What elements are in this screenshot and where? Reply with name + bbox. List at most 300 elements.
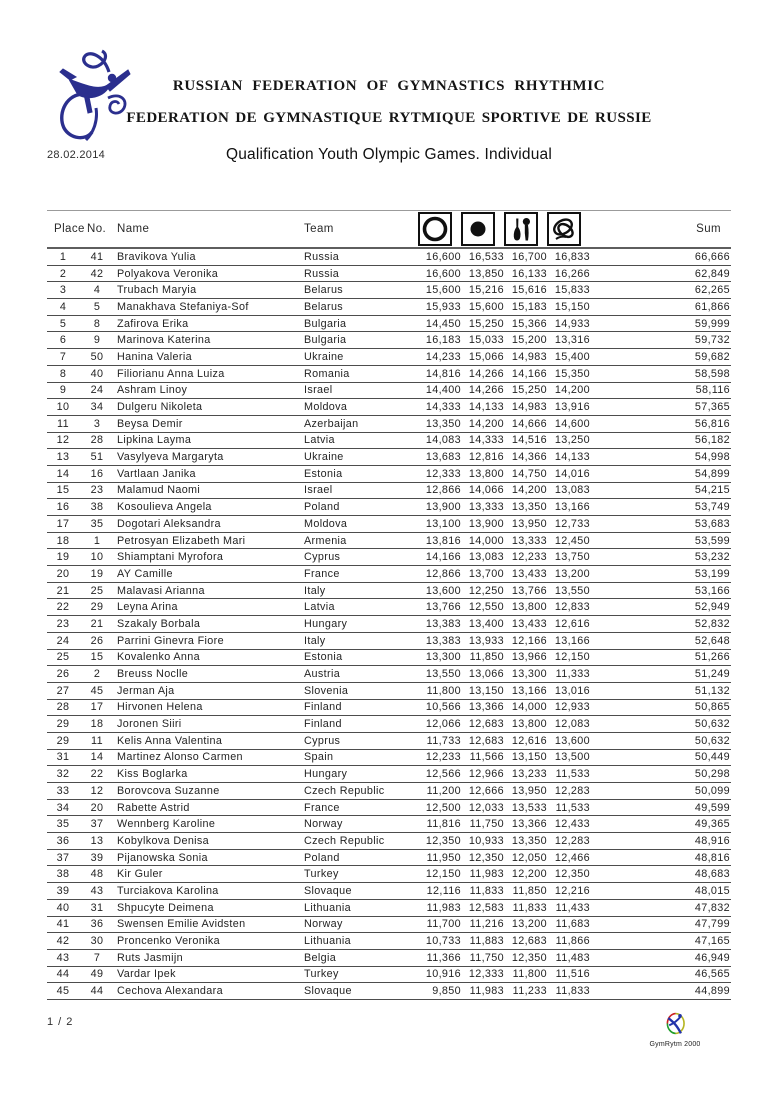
row-score-clubs: 15,183: [511, 300, 547, 313]
row-score-hoop: 13,300: [425, 651, 461, 664]
row-team: Czech Republic: [304, 784, 385, 797]
table-row: [47, 249, 731, 266]
row-number: 9: [93, 334, 101, 347]
row-score-hoop: 14,166: [425, 551, 461, 564]
row-score-hoop: 12,333: [425, 467, 461, 480]
row-score-clubs: 13,366: [511, 818, 547, 831]
row-score-ball: 11,983: [469, 868, 504, 881]
row-score-hoop: 13,600: [425, 584, 461, 597]
table-row: [47, 983, 731, 1000]
row-score-hoop: 13,683: [425, 451, 461, 464]
row-score-hoop: 10,916: [425, 968, 461, 981]
table-row: [47, 866, 731, 883]
row-score-clubs: 13,166: [511, 684, 547, 697]
row-place: 41: [56, 918, 70, 931]
row-place: 29: [56, 718, 70, 731]
row-name: Dulgeru Nikoleta: [117, 401, 203, 414]
row-score-ball: 14,000: [468, 534, 504, 547]
row-score-clubs: 14,516: [511, 434, 547, 447]
row-name: Swensen Emilie Avidsten: [117, 918, 246, 931]
row-score-ribbon: 13,166: [554, 501, 590, 514]
row-place: 12: [56, 434, 70, 447]
row-score-hoop: 13,900: [425, 501, 461, 514]
table-row: [47, 516, 731, 533]
row-team: Czech Republic: [304, 834, 385, 847]
row-team: Turkey: [304, 868, 339, 881]
row-score-hoop: 13,350: [425, 417, 461, 430]
row-score-hoop: 13,383: [425, 634, 461, 647]
row-sum: 54,998: [694, 451, 730, 464]
row-team: Hungary: [304, 768, 348, 781]
row-score-ribbon: 15,150: [554, 300, 590, 313]
row-score-ribbon: 11,533: [555, 768, 590, 781]
row-score-clubs: 14,200: [511, 484, 547, 497]
row-sum: 62,849: [694, 267, 730, 280]
row-score-ball: 15,033: [468, 334, 504, 347]
row-name: Kelis Anna Valentina: [117, 734, 223, 747]
table-row: [47, 733, 731, 750]
row-score-ribbon: 11,433: [555, 901, 590, 914]
row-sum: 53,749: [694, 501, 730, 514]
row-team: Slovenia: [304, 684, 349, 697]
row-place: 36: [56, 834, 70, 847]
column-header-team: Team: [304, 223, 334, 235]
table-row: [47, 950, 731, 967]
row-score-ribbon: 11,866: [555, 935, 590, 948]
table-row: [47, 299, 731, 316]
row-score-clubs: 15,366: [511, 317, 547, 330]
row-name: Ashram Linoy: [117, 384, 188, 397]
row-number: 26: [90, 634, 104, 647]
competition-subtitle: Qualification Youth Olympic Games. Individual: [225, 146, 553, 163]
table-row: [47, 366, 731, 383]
row-score-clubs: 12,350: [511, 951, 547, 964]
row-score-ribbon: 13,200: [554, 567, 590, 580]
row-score-clubs: 15,616: [511, 284, 547, 297]
row-name: Lipkina Layma: [117, 434, 192, 447]
column-header-place: Place: [54, 223, 85, 235]
row-team: Ukraine: [304, 350, 344, 363]
row-score-hoop: 14,816: [425, 367, 461, 380]
row-place: 1: [59, 250, 67, 263]
row-score-ball: 12,816: [468, 451, 504, 464]
row-name: Ruts Jasmijn: [117, 951, 183, 964]
table-row: [47, 332, 731, 349]
row-score-hoop: 9,850: [432, 985, 461, 998]
row-score-ribbon: 11,483: [555, 951, 590, 964]
row-name: Joronen Siiri: [117, 718, 182, 731]
row-score-hoop: 11,816: [426, 818, 461, 831]
row-score-clubs: 13,300: [511, 668, 547, 681]
row-name: Turciakova Karolina: [117, 884, 219, 897]
row-sum: 54,215: [694, 484, 730, 497]
row-number: 34: [90, 401, 104, 414]
row-number: 23: [90, 484, 104, 497]
row-score-ball: 13,900: [468, 517, 504, 530]
row-score-hoop: 15,933: [425, 300, 461, 313]
row-place: 8: [59, 367, 67, 380]
table-row: [47, 833, 731, 850]
row-number: 41: [90, 250, 104, 263]
row-sum: 50,099: [694, 784, 730, 797]
row-team: Bulgaria: [304, 334, 347, 347]
row-name: Petrosyan Elizabeth Mari: [117, 534, 246, 547]
row-score-ball: 11,833: [469, 884, 504, 897]
row-score-ball: 13,850: [468, 267, 504, 280]
row-number: 45: [90, 684, 104, 697]
row-name: Shpucyte Deimena: [117, 901, 214, 914]
row-place: 28: [56, 701, 70, 714]
row-score-clubs: 15,250: [511, 384, 547, 397]
row-score-hoop: 14,450: [425, 317, 461, 330]
row-team: Israel: [304, 384, 333, 397]
row-team: Cyprus: [304, 734, 341, 747]
row-score-hoop: 11,733: [426, 734, 461, 747]
table-row: [47, 433, 731, 450]
row-number: 16: [90, 467, 104, 480]
row-score-clubs: 14,750: [511, 467, 547, 480]
row-sum: 44,899: [694, 985, 730, 998]
row-number: 50: [90, 350, 104, 363]
row-name: AY Camille: [117, 567, 173, 580]
row-name: Kobylkova Denisa: [117, 834, 210, 847]
row-sum: 52,949: [694, 601, 730, 614]
row-score-ribbon: 13,916: [554, 401, 590, 414]
row-number: 31: [90, 901, 104, 914]
row-number: 29: [90, 601, 104, 614]
row-number: 19: [90, 567, 104, 580]
row-place: 44: [56, 968, 70, 981]
row-place: 11: [57, 417, 69, 430]
row-place: 43: [56, 951, 70, 964]
row-score-hoop: 15,600: [425, 284, 461, 297]
row-number: 20: [90, 801, 104, 814]
row-score-ribbon: 13,016: [554, 684, 590, 697]
row-score-ball: 12,683: [468, 718, 504, 731]
row-number: 35: [90, 517, 104, 530]
row-team: Ukraine: [304, 451, 344, 464]
row-score-clubs: 12,233: [511, 551, 547, 564]
table-row: [47, 900, 731, 917]
row-score-hoop: 11,200: [426, 784, 461, 797]
row-number: 25: [90, 584, 104, 597]
row-place: 26: [56, 668, 70, 681]
row-place: 20: [56, 567, 70, 580]
row-number: 21: [90, 617, 104, 630]
row-number: 36: [90, 918, 104, 931]
table-header-row: [47, 210, 731, 249]
row-team: Finland: [304, 718, 342, 731]
row-place: 31: [56, 751, 70, 764]
row-sum: 48,683: [694, 868, 730, 881]
row-score-ribbon: 15,833: [554, 284, 590, 297]
row-score-ribbon: 12,616: [554, 617, 590, 630]
table-row: [47, 883, 731, 900]
table-row: [47, 399, 731, 416]
row-team: Romania: [304, 367, 350, 380]
row-place: 42: [56, 935, 70, 948]
row-team: Bulgaria: [304, 317, 347, 330]
row-score-ribbon: 12,216: [554, 884, 590, 897]
row-score-clubs: 13,800: [511, 718, 547, 731]
row-team: Lithuania: [304, 901, 351, 914]
row-score-hoop: 10,566: [425, 701, 461, 714]
table-row: [47, 483, 731, 500]
row-score-clubs: 14,000: [511, 701, 547, 714]
row-score-ball: 12,683: [468, 734, 504, 747]
row-sum: 53,232: [694, 551, 730, 564]
row-name: Rabette Astrid: [117, 801, 190, 814]
row-number: 39: [90, 851, 104, 864]
row-score-clubs: 16,700: [511, 250, 547, 263]
row-sum: 46,565: [694, 968, 730, 981]
row-score-clubs: 12,050: [511, 851, 547, 864]
row-place: 24: [56, 634, 70, 647]
row-team: Armenia: [304, 534, 347, 547]
row-team: Russia: [304, 250, 340, 263]
row-place: 13: [56, 451, 70, 464]
row-score-hoop: 11,800: [426, 684, 461, 697]
row-team: Austria: [304, 668, 341, 681]
row-sum: 48,015: [694, 884, 730, 897]
table-row: [47, 266, 731, 283]
row-sum: 61,866: [694, 300, 730, 313]
row-score-ribbon: 12,083: [554, 718, 590, 731]
row-score-ball: 14,266: [468, 367, 504, 380]
row-place: 16: [56, 501, 70, 514]
row-place: 40: [56, 901, 70, 914]
row-sum: 50,298: [694, 768, 730, 781]
row-team: Russia: [304, 267, 340, 280]
row-team: Italy: [304, 584, 326, 597]
table-row: [47, 816, 731, 833]
row-score-ball: 12,583: [468, 901, 504, 914]
row-name: Pijanowska Sonia: [117, 851, 208, 864]
row-score-clubs: 12,683: [511, 935, 547, 948]
row-score-ball: 13,400: [468, 617, 504, 630]
clubs-icon: [504, 212, 538, 246]
row-score-ribbon: 11,683: [555, 918, 590, 931]
row-score-ball: 10,933: [468, 834, 504, 847]
row-team: Belgia: [304, 951, 337, 964]
row-team: France: [304, 801, 340, 814]
row-team: Latvia: [304, 434, 335, 447]
row-score-ribbon: 14,016: [554, 467, 590, 480]
row-score-ribbon: 16,833: [554, 250, 590, 263]
row-score-ball: 15,600: [468, 300, 504, 313]
row-score-hoop: 13,766: [425, 601, 461, 614]
column-header-sum: Sum: [696, 223, 721, 235]
row-number: 12: [90, 784, 104, 797]
row-score-ribbon: 14,133: [554, 451, 590, 464]
row-name: Vasylyeva Margaryta: [117, 451, 224, 464]
row-sum: 59,682: [694, 350, 730, 363]
row-score-clubs: 13,766: [511, 584, 547, 597]
row-name: Zafirova Erika: [117, 317, 189, 330]
row-score-ball: 12,333: [468, 968, 504, 981]
row-score-ribbon: 13,250: [554, 434, 590, 447]
row-score-ribbon: 13,083: [554, 484, 590, 497]
row-number: 13: [90, 834, 104, 847]
row-number: 24: [90, 384, 104, 397]
row-score-ribbon: 13,750: [554, 551, 590, 564]
row-place: 33: [56, 784, 70, 797]
row-team: Azerbaijan: [304, 417, 359, 430]
table-row: [47, 650, 731, 667]
row-score-clubs: 13,533: [511, 801, 547, 814]
table-row: [47, 683, 731, 700]
row-score-hoop: 12,566: [425, 768, 461, 781]
row-score-clubs: 14,166: [511, 367, 547, 380]
row-score-clubs: 13,350: [511, 501, 547, 514]
row-score-ribbon: 13,600: [554, 734, 590, 747]
table-row: [47, 349, 731, 366]
row-score-ball: 14,200: [468, 417, 504, 430]
row-name: Hirvonen Helena: [117, 701, 203, 714]
table-row: [47, 316, 731, 333]
row-score-clubs: 15,200: [511, 334, 547, 347]
row-name: Filiorianu Anna Luiza: [117, 367, 225, 380]
row-name: Kosoulieva Angela: [117, 501, 212, 514]
row-score-hoop: 12,350: [425, 834, 461, 847]
row-name: Polyakova Veronika: [117, 267, 219, 280]
row-score-ribbon: 13,550: [554, 584, 590, 597]
row-name: Beysa Demir: [117, 417, 183, 430]
row-name: Kiss Boglarka: [117, 768, 188, 781]
table-body: [47, 249, 731, 1000]
row-name: Marinova Katerina: [117, 334, 211, 347]
row-score-hoop: 10,733: [425, 935, 461, 948]
table-row: [47, 917, 731, 934]
row-name: Dogotari Aleksandra: [117, 517, 221, 530]
row-name: Hanina Valeria: [117, 350, 192, 363]
row-score-clubs: 14,983: [511, 350, 547, 363]
row-place: 6: [59, 334, 67, 347]
row-number: 51: [90, 451, 104, 464]
row-place: 45: [56, 985, 70, 998]
row-sum: 51,132: [694, 684, 730, 697]
table-row: [47, 766, 731, 783]
row-score-ball: 12,350: [468, 851, 504, 864]
table-row: [47, 616, 731, 633]
row-score-clubs: 13,950: [511, 784, 547, 797]
table-row: [47, 533, 731, 550]
row-score-ribbon: 12,833: [554, 601, 590, 614]
row-place: 21: [56, 584, 70, 597]
row-name: Cechova Alexandara: [117, 985, 223, 998]
row-place: 22: [56, 601, 70, 614]
row-number: 28: [90, 434, 104, 447]
table-row: [47, 666, 731, 683]
hoop-icon: [418, 212, 452, 246]
hoop-column-header: [418, 212, 461, 246]
row-team: Slovaque: [304, 884, 352, 897]
table-row: [47, 449, 731, 466]
row-score-ball: 11,750: [469, 951, 504, 964]
row-sum: 53,166: [694, 584, 730, 597]
row-sum: 49,599: [694, 801, 730, 814]
row-score-hoop: 12,116: [426, 884, 461, 897]
row-sum: 58,598: [694, 367, 730, 380]
federation-logo: [52, 46, 140, 148]
row-team: Norway: [304, 818, 343, 831]
row-place: 5: [59, 317, 67, 330]
row-sum: 46,949: [694, 951, 730, 964]
row-number: 18: [90, 718, 104, 731]
row-score-ribbon: 12,350: [554, 868, 590, 881]
row-score-hoop: 14,400: [425, 384, 461, 397]
row-team: Moldova: [304, 517, 348, 530]
row-sum: 50,632: [694, 718, 730, 731]
row-number: 22: [90, 768, 104, 781]
results-table: [47, 210, 731, 1000]
row-name: Leyna Arina: [117, 601, 178, 614]
row-score-hoop: 12,866: [425, 567, 461, 580]
row-name: Kovalenko Anna: [117, 651, 200, 664]
row-team: Estonia: [304, 467, 343, 480]
row-team: Moldova: [304, 401, 348, 414]
row-score-ribbon: 13,316: [554, 334, 590, 347]
row-place: 7: [59, 350, 67, 363]
row-score-ribbon: 13,500: [554, 751, 590, 764]
row-number: 43: [90, 884, 104, 897]
row-sum: 48,816: [694, 851, 730, 864]
ball-icon: [461, 212, 495, 246]
row-name: Proncenko Veronika: [117, 935, 220, 948]
row-score-ball: 13,333: [468, 501, 504, 514]
row-score-ball: 15,216: [468, 284, 504, 297]
row-sum: 50,865: [694, 701, 730, 714]
document-date: 28.02.2014: [47, 149, 106, 161]
row-score-clubs: 13,966: [511, 651, 547, 664]
ribbon-icon: [547, 212, 581, 246]
row-score-ribbon: 15,400: [554, 350, 590, 363]
row-number: 40: [90, 367, 104, 380]
row-name: Martinez Alonso Carmen: [117, 751, 243, 764]
row-sum: 54,899: [694, 467, 730, 480]
row-sum: 50,632: [694, 734, 730, 747]
row-score-ball: 15,250: [468, 317, 504, 330]
row-score-ball: 11,883: [469, 935, 504, 948]
row-score-ball: 11,750: [469, 818, 504, 831]
row-name: Vardar Ipek: [117, 968, 176, 981]
row-score-ball: 11,216: [469, 918, 504, 931]
row-number: 1: [93, 534, 101, 547]
row-score-hoop: 11,950: [426, 851, 461, 864]
row-score-hoop: 11,366: [426, 951, 461, 964]
federation-title-french: FEDERATION DE GYMNASTIQUE RYTMIQUE SPORTIVE DE RUSSIE: [126, 110, 652, 126]
row-team: Slovaque: [304, 985, 352, 998]
row-score-ribbon: 12,466: [554, 851, 590, 864]
table-row: [47, 583, 731, 600]
row-score-ribbon: 12,450: [554, 534, 590, 547]
gymrytm-logo: [640, 1010, 710, 1048]
row-number: 3: [93, 417, 101, 430]
row-score-clubs: 12,616: [511, 734, 547, 747]
row-score-hoop: 13,550: [425, 668, 461, 681]
row-place: 14: [56, 467, 70, 480]
row-place: 25: [56, 651, 70, 664]
row-score-clubs: 13,233: [511, 768, 547, 781]
table-row: [47, 800, 731, 817]
table-row: [47, 282, 731, 299]
row-place: 2: [59, 267, 67, 280]
row-team: Turkey: [304, 968, 339, 981]
row-score-ribbon: 12,733: [554, 517, 590, 530]
ball-column-header: [461, 212, 504, 246]
table-row: [47, 383, 731, 400]
table-row: [47, 566, 731, 583]
